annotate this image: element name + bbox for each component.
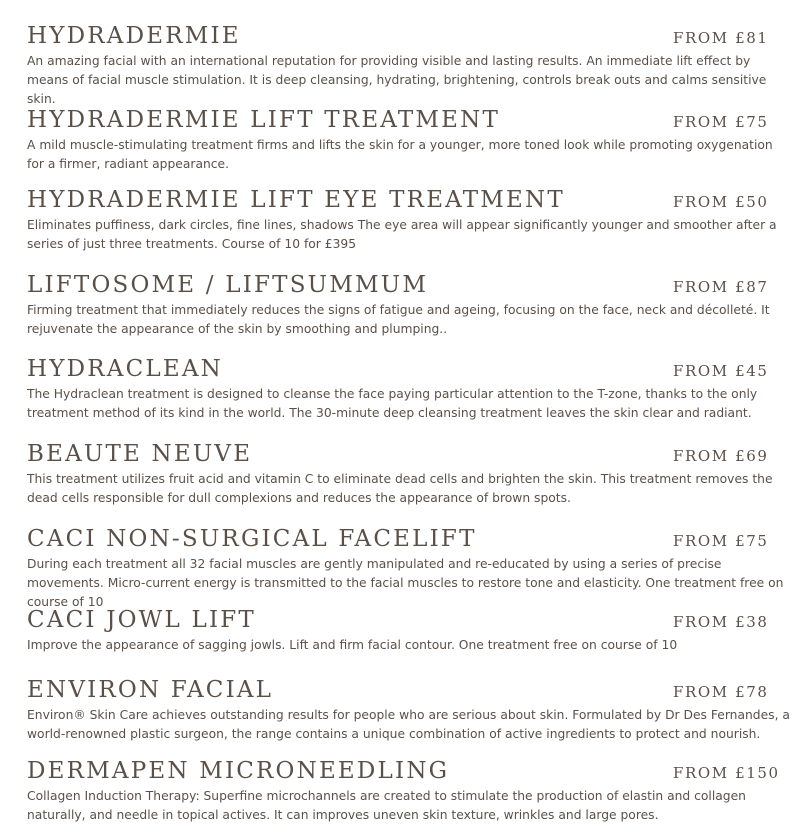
treatment-price: FROM £38 [673,613,769,631]
treatment-description: An amazing facial with an international reputation for providing visible and lasting results. An immediate lift effect by means of facial muscle stimulation. It is deep cleansing, hydrating, brightening, controls break outs and calms sensitive skin. [27,54,767,106]
treatment-description: Collagen Induction Therapy: Superfine microchannels are created to stimulate the production of elastin and collagen naturally, and needle in topical actives. It can improves uneven skin texture, wrinkles and large pores. [27,789,746,822]
treatment-price: FROM £75 [673,532,769,550]
treatment-description: This treatment utilizes fruit acid and vitamin C to eliminate dead cells and brighten the skin. This treatment removes the dead cells responsible for dull complexions and reduces the appearance of brown spots. [27,472,773,505]
treatment-title: CACI JOWL LIFT [27,607,256,633]
treatment-description: Eliminates puffiness, dark circles, fine lines, shadows The eye area will appear significantly younger and smoother after a series of just three treatments. Course of 10 for £395 [27,218,777,251]
treatment-title: CACI NON-SURGICAL FACELIFT [27,526,477,552]
treatment-description: A mild muscle-stimulating treatment firms and lifts the skin for a younger, more toned look while promoting oxygenation for a firmer, radiant appearance. [27,138,773,171]
treatment-title: HYDRACLEAN [27,356,224,382]
treatment-price: FROM £75 [673,113,769,131]
treatment-price: FROM £69 [673,447,769,465]
treatment-price: FROM £78 [673,683,769,701]
treatment-price: FROM £87 [673,278,769,296]
treatment-price: FROM £150 [673,764,780,782]
treatment-title: HYDRADERMIE LIFT TREATMENT [27,107,501,133]
treatment-description: The Hydraclean treatment is designed to cleanse the face paying particular attention to the T-zone, thanks to the only treatment method of its kind in the world. The 30-minute deep cleansing treatment leaves the skin clear and radiant. [27,387,758,420]
treatment-description: Firming treatment that immediately reduces the signs of fatigue and ageing, focusing on the face, neck and décolleté. It rejuvenate the appearance of the skin by smoothing and plumping.. [27,303,770,336]
treatment-title: HYDRADERMIE LIFT EYE TREATMENT [27,187,565,213]
treatment-price: FROM £50 [673,193,769,211]
treatment-title: ENVIRON FACIAL [27,677,274,703]
treatment-price: FROM £81 [673,29,769,47]
treatment-description: During each treatment all 32 facial muscles are gently manipulated and re-educated by using a series of precise movements. Micro-current energy is transmitted to the facial muscles to restore tone and elasticity. One treatment free on course of 10 [27,557,784,609]
treatment-price: FROM £45 [673,362,769,380]
treatment-title: LIFTOSOME / LIFTSUMMUM [27,272,429,298]
treatment-description: Environ® Skin Care achieves outstanding results for people who are serious about skin. Formulated by Dr Des Fernandes, a world-renowned plastic surgeon, the range contains a unique combination of active ingredients to protect and nourish. [27,708,790,741]
treatment-title: HYDRADERMIE [27,23,241,49]
treatment-description: Improve the appearance of sagging jowls. Lift and firm facial contour. One treatment free on course of 10 [27,638,678,652]
treatment-title: DERMAPEN MICRONEEDLING [27,758,450,784]
treatment-title: BEAUTE NEUVE [27,441,253,467]
